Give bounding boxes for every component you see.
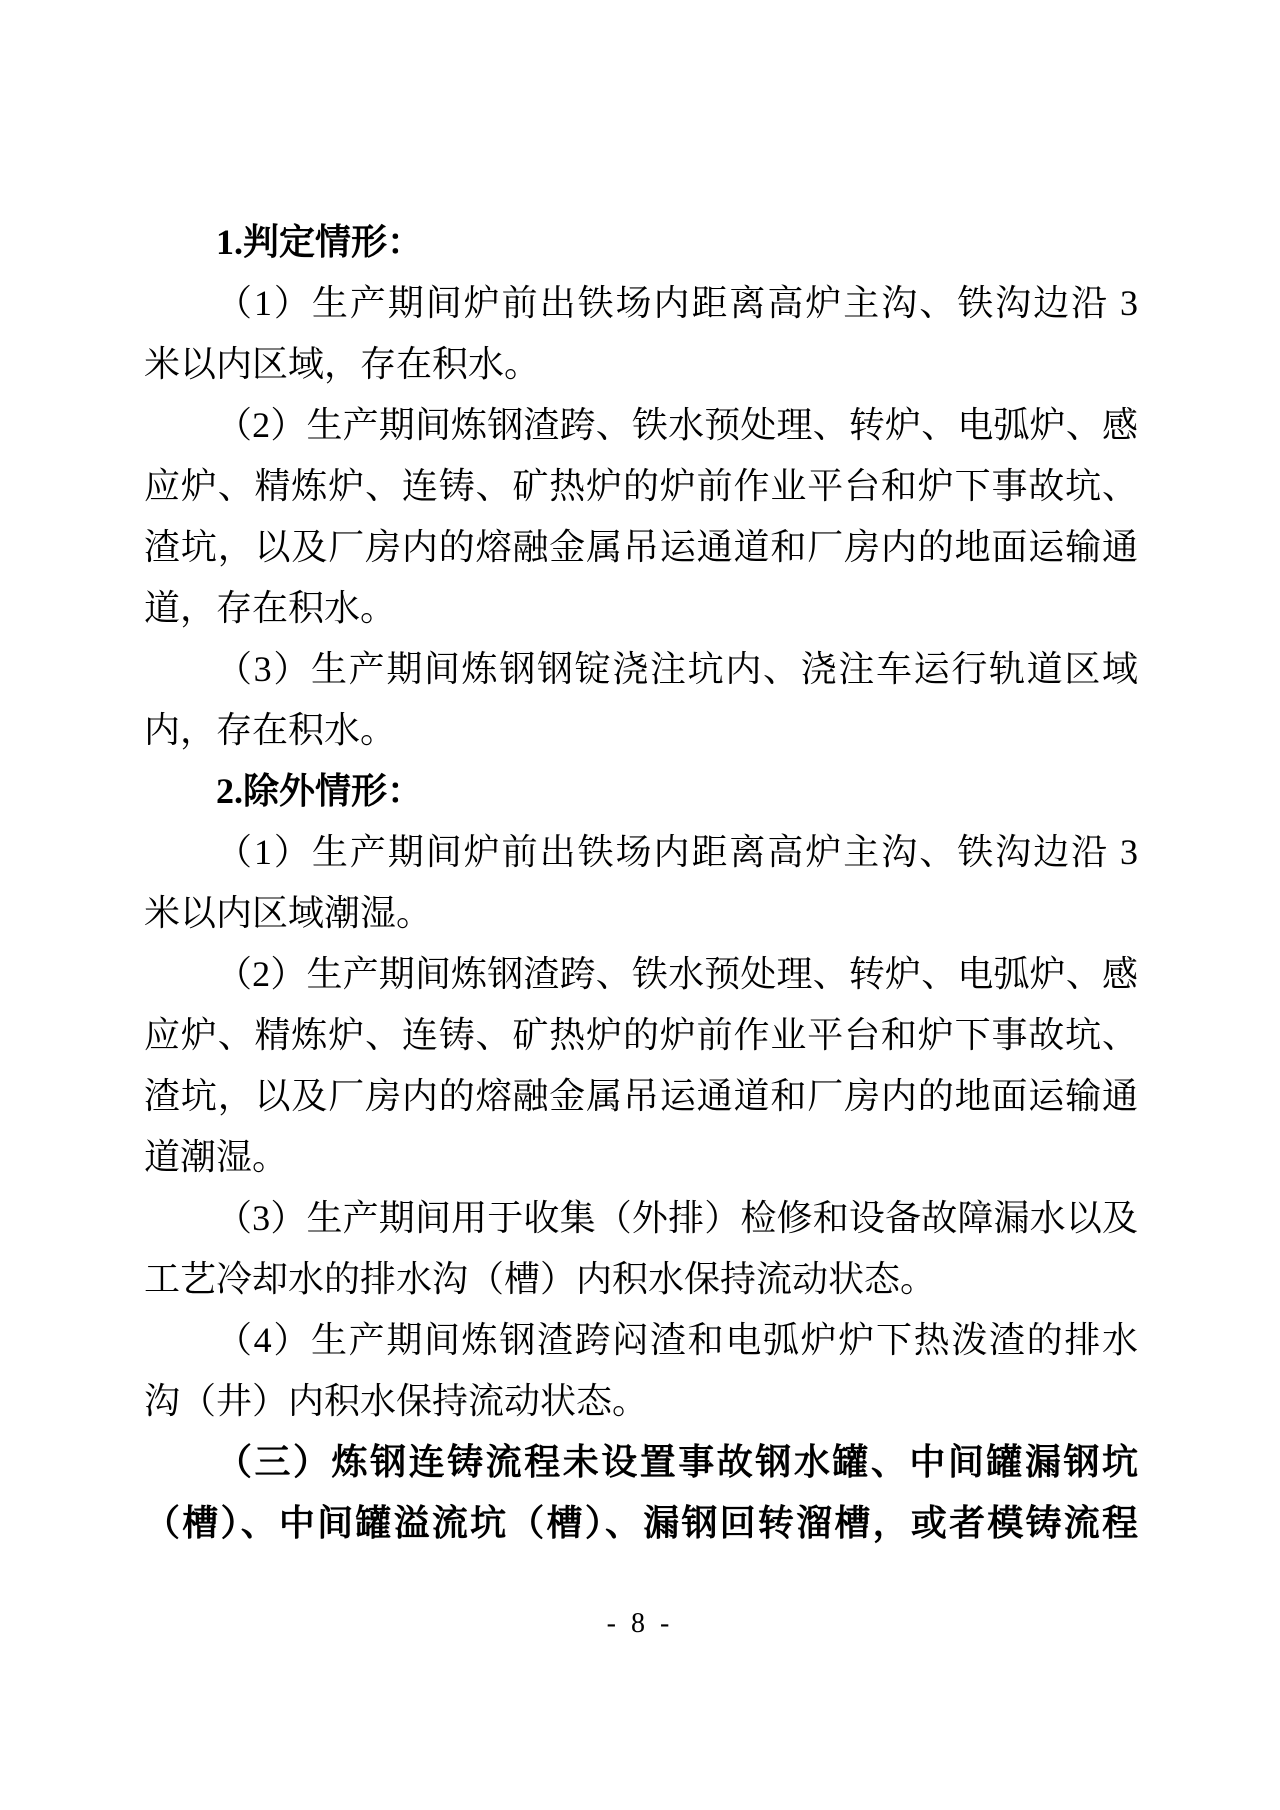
text-line: 应炉、精炼炉、连铸、矿热炉的炉前作业平台和炉下事故坑、: [144, 1015, 1138, 1055]
text-line: （3）生产期间用于收集（外排）检修和设备故障漏水以及: [216, 1198, 1138, 1238]
text-line: 道，存在积水。: [144, 588, 397, 628]
text-line: 渣坑，以及厂房内的熔融金属吊运通道和厂房内的地面运输通: [144, 527, 1138, 567]
text-line: 应炉、精炼炉、连铸、矿热炉的炉前作业平台和炉下事故坑、: [144, 466, 1138, 506]
text-line: 米以内区域潮湿。: [144, 893, 433, 933]
text-line: 道潮湿。: [144, 1137, 289, 1177]
text-line: 工艺冷却水的排水沟（槽）内积水保持流动状态。: [144, 1259, 937, 1299]
text-line: （2）生产期间炼钢渣跨、铁水预处理、转炉、电弧炉、感: [216, 954, 1138, 994]
section-heading: 2.除外情形：: [216, 771, 424, 811]
text-line-bold: （槽）、中间罐溢流坑（槽）、漏钢回转溜槽，或者模铸流程: [144, 1503, 1138, 1543]
text-line: （1）生产期间炉前出铁场内距离高炉主沟、铁沟边沿 3: [216, 283, 1138, 323]
page-number: - 8 -: [606, 1608, 674, 1639]
text-line: 米以内区域，存在积水。: [144, 344, 541, 384]
text-line: （1）生产期间炉前出铁场内距离高炉主沟、铁沟边沿 3: [216, 832, 1138, 872]
document-body: [144, 212, 1138, 1554]
text-line-bold: （三）炼钢连铸流程未设置事故钢水罐、中间罐漏钢坑: [216, 1442, 1138, 1482]
section-heading: 1.判定情形：: [216, 222, 424, 262]
text-line: （3）生产期间炼钢钢锭浇注坑内、浇注车运行轨道区域: [216, 649, 1138, 689]
text-line: 渣坑，以及厂房内的熔融金属吊运通道和厂房内的地面运输通: [144, 1076, 1138, 1116]
text-line: （2）生产期间炼钢渣跨、铁水预处理、转炉、电弧炉、感: [216, 405, 1138, 445]
text-line: 沟（井）内积水保持流动状态。: [144, 1381, 649, 1421]
text-line: （4）生产期间炼钢渣跨闷渣和电弧炉炉下热泼渣的排水: [216, 1320, 1138, 1360]
text-line: 内，存在积水。: [144, 710, 397, 750]
